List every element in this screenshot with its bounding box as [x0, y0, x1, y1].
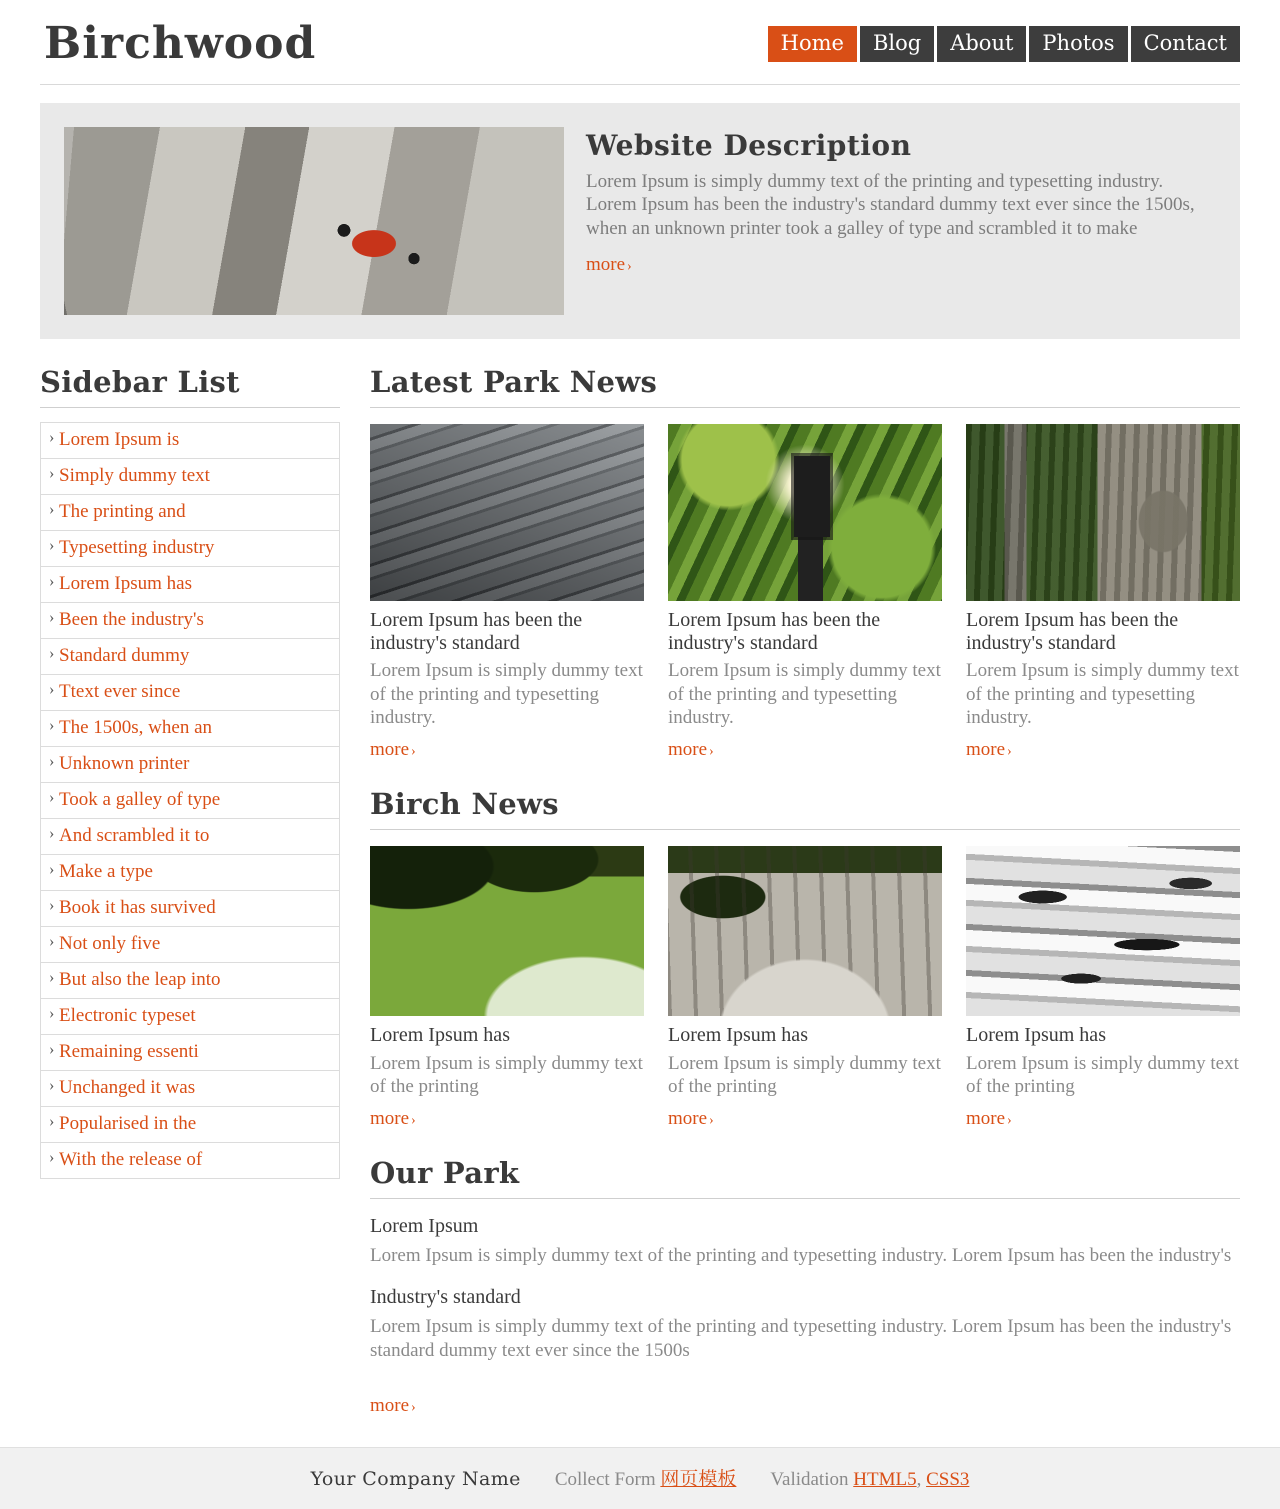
footer-inner [0, 1464, 1280, 1491]
list-item [41, 711, 339, 747]
card-heading: Lorem Ipsum has been the industry's standard [668, 609, 881, 655]
footer-company-name: Your Company Name [310, 1467, 521, 1490]
card-heading: Lorem Ipsum has [370, 1024, 510, 1047]
chevron-right-icon: › [1007, 1113, 1012, 1129]
card-more-link[interactable] [370, 739, 416, 761]
list-item [41, 495, 339, 531]
hero-body: Lorem Ipsum is simply dummy text of the printing and typesetting industry. Lorem Ipsum has been the industry's standard dummy text ever since the 1500s, when an unknown printer took a galley of type and scrambled it to make [586, 171, 1195, 239]
sidebar-item-15[interactable]: › But also the leap into [41, 963, 339, 998]
list-item [41, 783, 339, 819]
tree-trunk-ornament-photo [966, 424, 1240, 601]
card-body: Lorem Ipsum is simply dummy text of the printing [966, 1052, 1239, 1097]
card-thumbnail[interactable] [668, 424, 942, 601]
list-item [41, 855, 339, 891]
hero-more-link[interactable] [586, 254, 632, 276]
our-park-title: Our Park [370, 1156, 1240, 1199]
footer-collect-label: Collect Form [554, 1468, 656, 1490]
nav-item-photos[interactable]: Photos [1029, 26, 1127, 62]
nav-item-blog[interactable]: Blog [860, 26, 934, 62]
sidebar-item-17[interactable]: › Remaining essenti [41, 1035, 339, 1070]
sidebar-item-19[interactable]: › Popularised in the [41, 1107, 339, 1142]
sidebar-list [40, 422, 340, 1179]
park-news-card-2[interactable] [966, 424, 1240, 761]
our-park-more-label: more [370, 1394, 410, 1416]
card-more-link[interactable] [370, 1108, 416, 1130]
nav-item-about[interactable]: About [937, 26, 1026, 62]
main-columns [40, 365, 1240, 1417]
list-item [41, 567, 339, 603]
our-park-block-0 [370, 1215, 1240, 1268]
card-more-label: more [966, 1108, 1006, 1130]
chevron-right-icon: › [627, 259, 632, 275]
list-item [41, 1107, 339, 1143]
sidebar-item-8[interactable]: › The 1500s, when an [41, 711, 339, 746]
card-thumbnail[interactable] [370, 846, 644, 1016]
park-news-title: Latest Park News [370, 365, 1240, 408]
list-item [41, 747, 339, 783]
chevron-right-icon: › [1007, 744, 1012, 760]
birch-news-card-1[interactable] [668, 846, 942, 1130]
footer-comma: , [916, 1468, 922, 1490]
firebug-on-birch-bark-photo [64, 127, 564, 315]
card-body: Lorem Ipsum is simply dummy text of the printing [668, 1052, 941, 1097]
card-heading: Lorem Ipsum has [668, 1024, 808, 1047]
sidebar [40, 365, 340, 1417]
list-item [41, 531, 339, 567]
card-heading: Lorem Ipsum has [966, 1024, 1106, 1047]
birch-news-cards [370, 846, 1240, 1130]
list-item [41, 603, 339, 639]
card-more-label: more [370, 739, 410, 761]
sidebar-item-4[interactable]: › Lorem Ipsum has [41, 567, 339, 602]
park-block-heading: Industry's standard [370, 1286, 521, 1309]
footer-html5-link[interactable]: HTML5 [853, 1468, 917, 1490]
card-thumbnail[interactable] [668, 846, 942, 1016]
sidebar-item-13[interactable]: › Book it has survived [41, 891, 339, 926]
chevron-right-icon: › [411, 744, 416, 760]
park-block-heading: Lorem Ipsum [370, 1215, 479, 1238]
list-item [41, 459, 339, 495]
birch-bark-closeup-photo [966, 846, 1240, 1016]
birch-trunk-upward-photo [668, 846, 942, 1016]
sidebar-item-9[interactable]: › Unknown printer [41, 747, 339, 782]
card-thumbnail[interactable] [370, 424, 644, 601]
birch-news-card-2[interactable] [966, 846, 1240, 1130]
list-item [41, 1071, 339, 1107]
card-thumbnail[interactable] [966, 424, 1240, 601]
list-item [41, 819, 339, 855]
park-block-body: Lorem Ipsum is simply dummy text of the printing and typesetting industry. Lorem Ipsum has been the industry's standard dummy text ever since the 1500s [370, 1316, 1232, 1361]
park-lamp-post-photo [668, 424, 942, 601]
our-park-block-1 [370, 1286, 1240, 1363]
list-item [41, 963, 339, 999]
hero-title: Website Description [586, 129, 912, 162]
sidebar-item-11[interactable]: › And scrambled it to [41, 819, 339, 854]
chevron-right-icon: › [709, 1113, 714, 1129]
footer-validation-label: Validation [770, 1468, 849, 1490]
birch-news-card-0[interactable] [370, 846, 644, 1130]
main-nav [768, 26, 1240, 66]
birch-news-title: Birch News [370, 787, 1240, 830]
footer-collect-form [555, 1464, 737, 1491]
card-body: Lorem Ipsum is simply dummy text of the printing and typesetting industry. [966, 660, 1239, 729]
park-news-cards [370, 424, 1240, 761]
list-item [41, 639, 339, 675]
list-item [41, 927, 339, 963]
card-body: Lorem Ipsum is simply dummy text of the printing and typesetting industry. [370, 660, 643, 729]
card-more-link[interactable] [668, 1108, 714, 1130]
sidebar-item-2[interactable]: › The printing and [41, 495, 339, 530]
park-news-card-1[interactable] [668, 424, 942, 761]
card-more-link[interactable] [966, 739, 1012, 761]
main-content [370, 365, 1240, 1417]
card-body: Lorem Ipsum is simply dummy text of the printing [370, 1052, 643, 1097]
sidebar-item-20[interactable]: › With the release of [41, 1143, 339, 1178]
card-heading: Lorem Ipsum has been the industry's standard [370, 609, 583, 655]
chevron-right-icon: › [411, 1113, 416, 1129]
nav-item-contact[interactable]: Contact [1131, 26, 1240, 62]
green-field-line-photo [370, 846, 644, 1016]
site-logo[interactable]: Birchwood [44, 18, 317, 69]
sidebar-item-1[interactable]: › Simply dummy text [41, 459, 339, 494]
card-more-label: more [370, 1108, 410, 1130]
list-item [41, 891, 339, 927]
footer-css3-link[interactable]: CSS3 [926, 1468, 970, 1490]
card-more-label: more [668, 739, 708, 761]
card-body: Lorem Ipsum is simply dummy text of the printing and typesetting industry. [668, 660, 941, 729]
sidebar-item-18[interactable]: › Unchanged it was [41, 1071, 339, 1106]
hero-image [64, 127, 564, 315]
card-more-label: more [668, 1108, 708, 1130]
hero-banner [40, 103, 1240, 339]
footer-collect-cn-link[interactable]: 网页模板 [660, 1468, 737, 1490]
list-item [41, 675, 339, 711]
sidebar-item-14[interactable]: › Not only five [41, 927, 339, 962]
nav-item-home[interactable]: Home [768, 26, 857, 62]
card-more-link[interactable] [966, 1108, 1012, 1130]
sidebar-item-16[interactable]: › Electronic typeset [41, 999, 339, 1034]
card-heading: Lorem Ipsum has been the industry's standard [966, 609, 1179, 655]
page-container [40, 0, 1240, 1417]
sidebar-item-10[interactable]: › Took a galley of type [41, 783, 339, 818]
list-item [41, 999, 339, 1035]
hero-more-label: more [586, 254, 626, 276]
card-more-label: more [966, 739, 1006, 761]
our-park-more-link[interactable] [370, 1395, 416, 1417]
sidebar-item-0[interactable]: › Lorem Ipsum is [41, 423, 339, 458]
park-news-card-0[interactable] [370, 424, 644, 761]
sidebar-item-3[interactable]: › Typesetting industry [41, 531, 339, 566]
sidebar-title: Sidebar List [40, 365, 340, 408]
list-item [41, 1035, 339, 1071]
card-more-link[interactable] [668, 739, 714, 761]
hero-text [586, 127, 1216, 276]
park-bench-slats-photo [370, 424, 644, 601]
park-block-body: Lorem Ipsum is simply dummy text of the printing and typesetting industry. Lorem Ipsum has been the industry's [370, 1245, 1232, 1267]
list-item [41, 423, 339, 459]
card-thumbnail[interactable] [966, 846, 1240, 1016]
list-item [41, 1143, 339, 1179]
chevron-right-icon: › [709, 744, 714, 760]
sidebar-item-5[interactable]: › Been the industry's [41, 603, 339, 638]
site-footer [0, 1447, 1280, 1509]
sidebar-item-12[interactable]: › Make a type [41, 855, 339, 890]
sidebar-item-6[interactable]: › Standard dummy [41, 639, 339, 674]
sidebar-item-7[interactable]: › Ttext ever since [41, 675, 339, 710]
chevron-right-icon: › [411, 1399, 416, 1415]
site-header [40, 0, 1240, 85]
